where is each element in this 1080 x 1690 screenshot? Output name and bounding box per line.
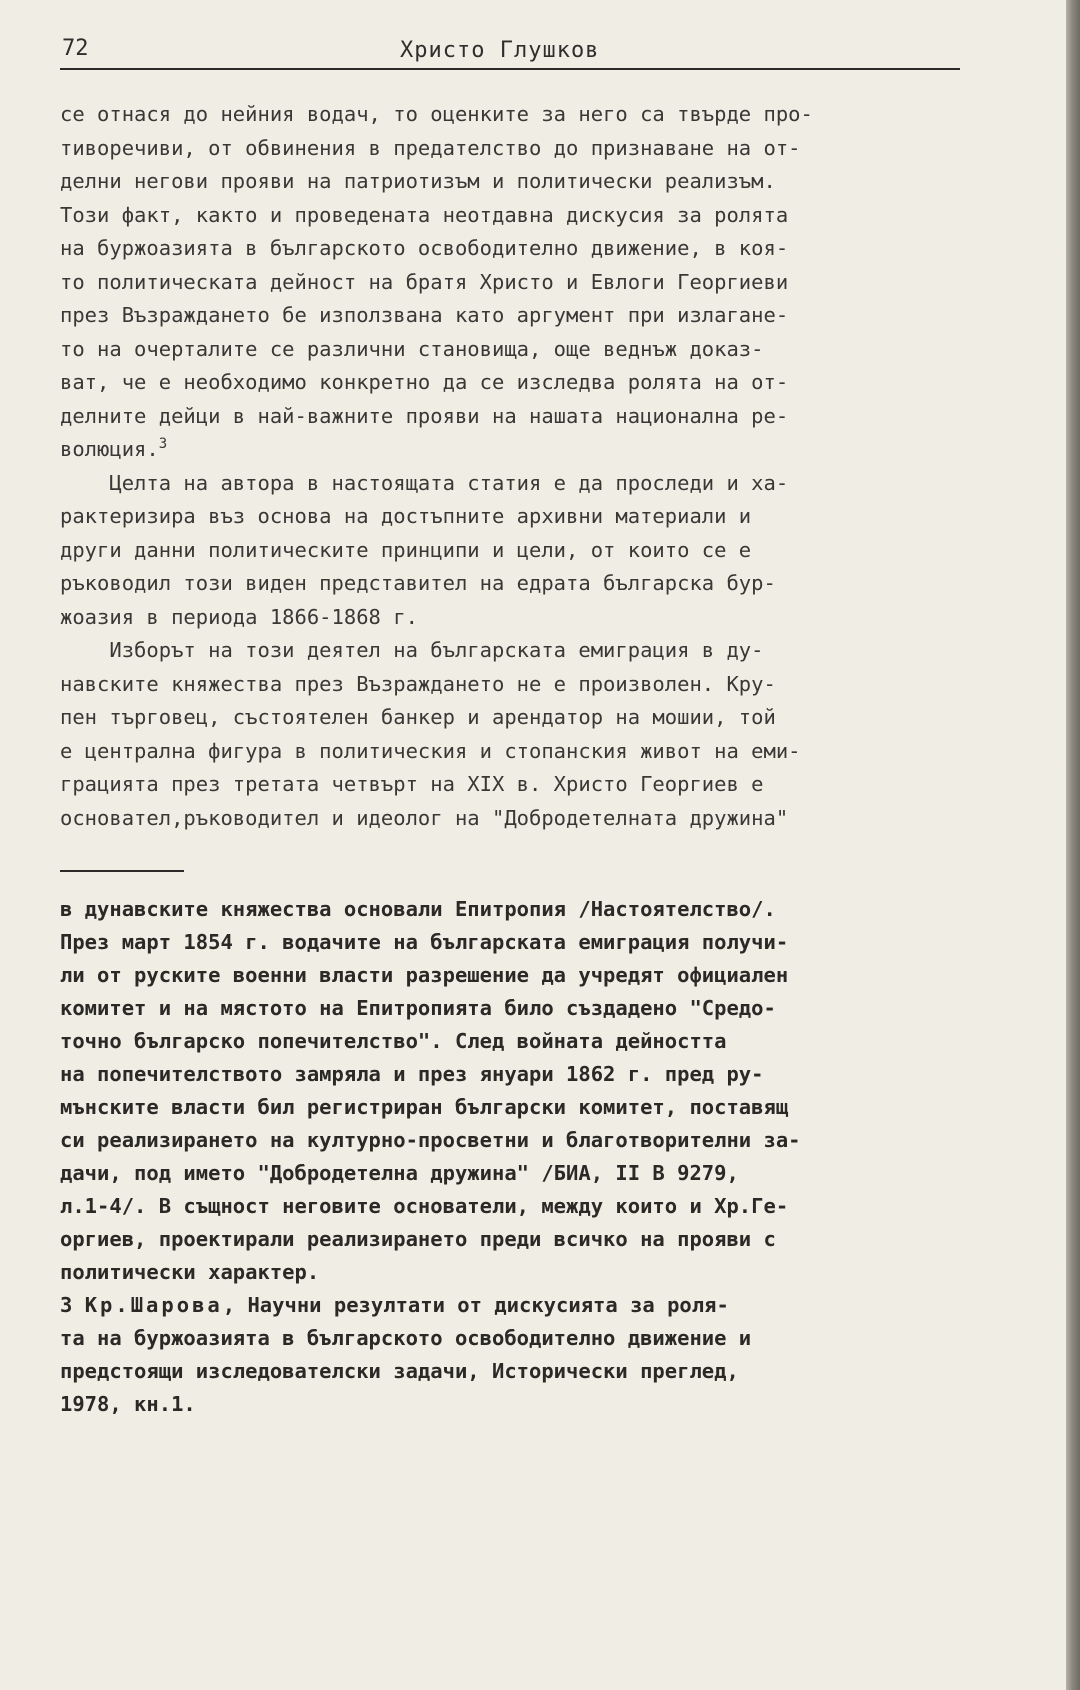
page-number: 72 [62, 36, 89, 61]
text-line: то политическата дейност на братя Христо и Евлоги Георгиеви [60, 269, 789, 294]
footnote-line: дачи, под името "Добродетелна дружина" /БИА, II В 9279, [60, 1161, 739, 1185]
text-line: жоазия в периода 1866-1868 г. [60, 604, 418, 629]
footnote-line: си реализирането на културно-просветни и благотворителни за- [60, 1128, 801, 1152]
footnote-text: , Научни резултати от дискусията за роля- [222, 1293, 729, 1317]
text-line: волюция. [60, 437, 159, 461]
main-text [60, 98, 990, 835]
book-binding-edge [1066, 0, 1080, 1690]
text-line: Целта на автора в настоящата статия е да проследи и ха- [60, 470, 789, 495]
text-line: навските княжества през Възраждането не е произволен. Кру- [60, 671, 776, 696]
text-line: делните дейци в най-важните прояви на нашата национална ре- [60, 403, 789, 428]
text-line: Изборът на този деятел на българската емиграция в ду- [60, 638, 764, 662]
footnote-line: л.1-4/. В същност неговите основатели, между които и Хр.Ге- [60, 1194, 789, 1218]
footnote-line: 1978, кн.1. [60, 1392, 196, 1416]
page-header [60, 34, 960, 70]
text-line: рактеризира въз основа на достъпните архивни материали и [60, 504, 752, 528]
footnote-line: та на буржоазията в българското освободително движение и [60, 1326, 752, 1350]
running-title: Христо Глушков [400, 38, 600, 63]
text-line: тиворечиви, от обвинения в предателство до признаване на от- [60, 135, 801, 160]
footnote-reference: 3 [158, 436, 168, 453]
text-line: през Възраждането бе използвана като аргумент при излагане- [60, 303, 789, 327]
text-line: ват, че е необходимо конкретно да се изследва ролята на от- [60, 370, 789, 394]
footnote-line: на попечителството замряла и през януари 1862 г. пред ру- [60, 1062, 764, 1086]
footnote-line: мънските власти бил регистриран български комитет, поставящ [60, 1095, 789, 1119]
footnote-divider [60, 870, 184, 872]
text-line-with-footnote-ref [60, 433, 990, 467]
footnote-line: точно българско попечителство". След войната дейността [60, 1029, 727, 1053]
text-line: се отнася до нейния водач, то оценките за него са твърде про- [60, 102, 813, 126]
text-line: други данни политическите принципи и цели, от които се е [60, 537, 752, 562]
footnotes [60, 893, 990, 1421]
text-line: Този факт, както и проведената неотдавна дискусия за ролята [60, 202, 789, 227]
footnote-author: Кр.Шарова [84, 1293, 223, 1317]
text-line: на буржоазията в българското освободително движение, в коя- [60, 236, 789, 260]
footnote-line: политически характер. [60, 1260, 320, 1284]
footnote-3-first-line [60, 1289, 990, 1322]
text-line: пен търговец, състоятелен банкер и арендатор на мошии, той [60, 705, 776, 729]
footnote-number: 3 [60, 1293, 73, 1317]
footnote-line: в дунавските княжества основали Епитропия /Настоятелство/. [60, 897, 776, 921]
footnote-line: предстоящи изследователски задачи, Исторически преглед, [60, 1359, 739, 1383]
footnote-line: оргиев, проектирали реализирането преди всичко на прояви с [60, 1227, 776, 1251]
text-line: е централна фигура в политическия и стопанския живот на еми- [60, 738, 801, 763]
text-line: ръководил този виден представител на едрата българска бур- [60, 571, 776, 595]
footnote-line: ли от руските военни власти разрешение да учредят официален [60, 963, 789, 987]
footnote-line: През март 1854 г. водачите на българската емиграция получи- [60, 930, 789, 954]
text-line: делни негови прояви на патриотизъм и политически реализъм. [60, 169, 776, 193]
text-line: основател,ръководител и идеолог на "Добродетелната дружина" [60, 805, 789, 830]
text-line: то на очерталите се различни становища, още веднъж доказ- [60, 336, 764, 361]
text-line: грацията през третата четвърт на XIX в. Христо Георгиев е [60, 772, 764, 796]
footnote-line: комитет и на мястото на Епитропията било създадено "Средо- [60, 996, 776, 1020]
